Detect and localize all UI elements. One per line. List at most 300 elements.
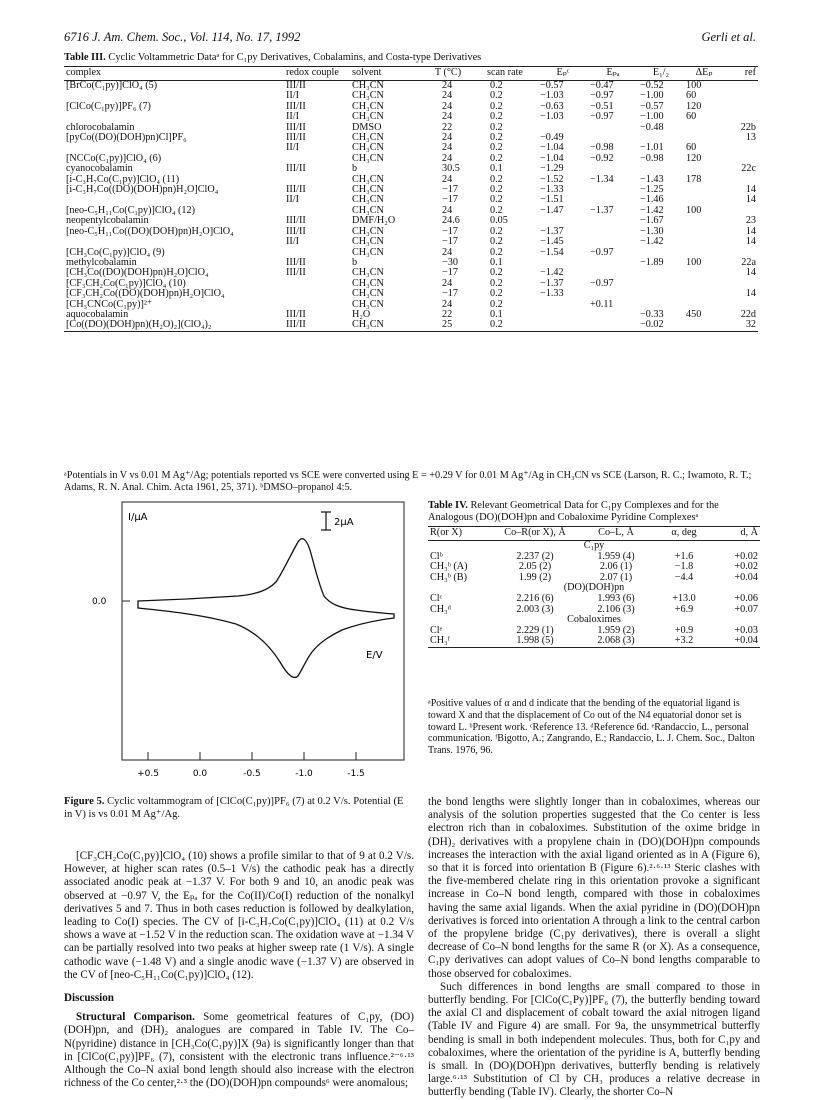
table-cell: III/II bbox=[286, 163, 306, 175]
table4-header-row bbox=[428, 527, 760, 541]
table-cell: CH₃CN bbox=[352, 246, 384, 258]
table-cell: II/I bbox=[286, 142, 300, 154]
table-cell: CH₃ᵇ (B) bbox=[430, 571, 467, 583]
table-cell: 0.1 bbox=[490, 163, 503, 175]
table-cell bbox=[684, 320, 724, 331]
table-cell bbox=[588, 237, 638, 247]
table-cell: III/II bbox=[286, 267, 306, 279]
x-axis-ticks bbox=[137, 752, 365, 779]
table-cell: −1.04 bbox=[540, 152, 564, 164]
table-cell: +0.04 bbox=[714, 636, 760, 647]
table-cell: −1.43 bbox=[640, 173, 664, 185]
table4-column-header: α, deg bbox=[654, 527, 714, 541]
table-cell: 24 bbox=[442, 246, 453, 258]
table-cell: III/II bbox=[286, 121, 306, 133]
table4-caption bbox=[428, 500, 760, 524]
table-cell: [ClCo(C₁py)]PF₆ (7) bbox=[66, 100, 151, 112]
table-row bbox=[428, 626, 760, 637]
table-cell: −1.29 bbox=[540, 163, 564, 175]
left-column-text bbox=[64, 850, 414, 1090]
table-cell bbox=[538, 310, 588, 320]
table-row bbox=[428, 552, 760, 563]
table-cell: +0.02 bbox=[734, 550, 758, 562]
table-cell: CH₃CN bbox=[352, 288, 384, 300]
table-cell: 0.05 bbox=[490, 215, 508, 227]
table-cell bbox=[538, 320, 588, 331]
scale-label: 2μA bbox=[334, 517, 354, 528]
table-cell: Clᵇ bbox=[430, 550, 443, 562]
table-cell: [i-C₃H₇Co((DO)(DOH)pn)H₂O]ClO₄ bbox=[66, 184, 219, 196]
table-cell: −4.4 bbox=[674, 571, 694, 583]
table4-caption-text: Relevant Geometrical Data for C₁py Complexes and for the Analogous (DO)(DOH)pn and Cobaloxime Pyridine Complexesᵃ bbox=[428, 500, 719, 523]
table-cell: 0.2 bbox=[490, 288, 503, 300]
table3-caption bbox=[64, 52, 760, 63]
table-cell: 22b bbox=[740, 121, 756, 133]
table4-column-header: R(or X) bbox=[428, 527, 492, 541]
table-cell: −17 bbox=[442, 267, 458, 279]
table-cell: 24 bbox=[442, 100, 453, 112]
table-cell: −1.42 bbox=[540, 267, 564, 279]
table-cell: 0.2 bbox=[490, 152, 503, 164]
table-cell: +0.07 bbox=[734, 603, 758, 615]
table3-column-header: E₁/₂ bbox=[638, 67, 684, 81]
table-cell: 14 bbox=[745, 267, 756, 279]
table-cell: −0.57 bbox=[540, 80, 564, 91]
table-cell: 14 bbox=[745, 184, 756, 196]
table-cell: II/I bbox=[286, 90, 300, 102]
table-group-row bbox=[428, 583, 760, 594]
table3-column-header: solvent bbox=[350, 67, 424, 81]
table3-label: Table III. bbox=[64, 52, 106, 63]
table-cell: 2.06 (1) bbox=[599, 561, 633, 573]
table-cell: 24.6 bbox=[442, 215, 460, 227]
table-cell: 0.2 bbox=[490, 142, 503, 154]
running-header bbox=[64, 30, 756, 46]
table-cell: [NCCo(C₁py)]ClO₄ (6) bbox=[66, 152, 162, 164]
table-cell: methylcobalamin bbox=[66, 256, 137, 268]
table-cell: 120 bbox=[686, 152, 702, 164]
right-column-text bbox=[428, 796, 760, 1100]
paragraph: Such differences in bond lengths are small compared to those in butterfly bending. For [ClCo(C₁Py)]PF₆ (7), the butterfly bending toward the axial Cl and displacement of cobalt toward the axial nitrogen ligand (Table IV and Figure 4) are small. For 9a, the unsymmetrical butterfly bending is small in both independent molecules. Thus, both for C₁py and cobaloximes, where the orientation of the pyridine is A, butterfly bending is small. In (DO)(DOH)pn derivatives, butterfly bending is relatively large.⁶·¹³ Substitution of Cl by CH₃ produces a relative decrease in butterfly bending (Table IV). Clearly, the shorter Co–N bbox=[428, 980, 760, 1099]
table-cell: 1.993 (6) bbox=[597, 592, 635, 604]
table-cell bbox=[588, 289, 638, 299]
table-cell: −1.37 bbox=[540, 277, 564, 289]
table-cell: −1.37 bbox=[540, 225, 564, 237]
table-cell: [neo-C₅H₁₁Co((DO)(DOH)pn)H₂O]ClO₄ bbox=[66, 225, 234, 237]
table-cell: −1.33 bbox=[540, 288, 564, 300]
table-cell: Clᶜ bbox=[430, 592, 443, 604]
table-cell: −1.42 bbox=[640, 236, 664, 248]
table-cell: 0.2 bbox=[490, 80, 503, 91]
table-cell: −0.49 bbox=[540, 132, 564, 144]
table-group-row bbox=[428, 541, 760, 552]
table-cell: 100 bbox=[686, 204, 702, 216]
table-cell: 0.2 bbox=[490, 100, 503, 112]
table-cell: 120 bbox=[686, 100, 702, 112]
table-cell: 1.959 (4) bbox=[597, 550, 635, 562]
table-cell: 30.5 bbox=[442, 163, 460, 175]
table-cell: −0.92 bbox=[590, 152, 614, 164]
x-tick-label: +0.5 bbox=[137, 769, 159, 779]
table-cell: 14 bbox=[745, 288, 756, 300]
table-cell: −0.98 bbox=[590, 142, 614, 154]
table-cell bbox=[638, 279, 684, 289]
table-cell: 0.1 bbox=[490, 308, 503, 320]
table-cell: 24 bbox=[442, 173, 453, 185]
table-cell: 22c bbox=[741, 163, 756, 175]
table-cell: 23 bbox=[745, 215, 756, 227]
table-cell: [CF₃CH₂Co((DO)(DOH)pn)H₂O]ClO₄ bbox=[66, 288, 225, 300]
table-cell: 24 bbox=[442, 204, 453, 216]
table-cell: 0.2 bbox=[490, 277, 503, 289]
table-group-label: C₁py bbox=[583, 540, 605, 551]
table-cell: 14 bbox=[745, 194, 756, 206]
table-cell: −1.34 bbox=[590, 173, 614, 185]
table-cell: 24 bbox=[442, 80, 453, 91]
table-cell: −17 bbox=[442, 194, 458, 206]
table4-column-header: Co–R(or X), Å bbox=[492, 527, 578, 541]
table-cell: −0.48 bbox=[640, 121, 664, 133]
table-cell: −1.47 bbox=[540, 204, 564, 216]
table-cell: 0.2 bbox=[490, 132, 503, 144]
table-cell bbox=[638, 289, 684, 299]
table-cell: −1.30 bbox=[640, 225, 664, 237]
table-cell: −0.97 bbox=[590, 277, 614, 289]
table-cell: CH₃CN bbox=[350, 320, 424, 331]
table3-column-header: ref bbox=[724, 67, 758, 81]
table-cell: −1.45 bbox=[540, 236, 564, 248]
table-cell: −0.97 bbox=[590, 246, 614, 258]
table-cell: Clᵉ bbox=[430, 624, 443, 636]
table-cell: [i-C₃H₇Co(C₁py)]ClO₄ (11) bbox=[66, 173, 180, 185]
table-cell: CH₃ᶠ bbox=[428, 636, 492, 647]
table-cell: 60 bbox=[686, 142, 697, 154]
table-cell: CH₃CN bbox=[352, 80, 384, 91]
table-cell: 0.2 bbox=[490, 111, 503, 123]
table-cell: [Co((DO)(DOH)pn)(H₂O)₂](ClO₄)₂ bbox=[64, 320, 284, 331]
table-cell: CH₃CN bbox=[352, 100, 384, 112]
table-cell: −1.52 bbox=[540, 173, 564, 185]
table-cell: CH₃CN bbox=[352, 236, 384, 248]
table-cell bbox=[684, 216, 724, 226]
x-tick-label: -0.5 bbox=[243, 769, 261, 779]
table-cell bbox=[724, 91, 758, 101]
table-cell: −1.03 bbox=[540, 90, 564, 102]
table-cell: −1.33 bbox=[540, 184, 564, 196]
table-cell: −1.00 bbox=[640, 90, 664, 102]
table3-column-header: T (°C) bbox=[424, 67, 472, 81]
table3-column-header: redox couple bbox=[284, 67, 350, 81]
table3 bbox=[64, 66, 758, 332]
table-cell bbox=[284, 289, 350, 299]
table3-caption-text: Cyclic Voltammetric Dataᵃ for C₁py Derivatives, Cobalamins, and Costa-type Derivatives bbox=[108, 52, 482, 63]
table-cell: +0.02 bbox=[734, 561, 758, 573]
table-cell: CH₃CN bbox=[352, 225, 384, 237]
table-row bbox=[428, 594, 760, 605]
table-cell: −1.37 bbox=[590, 204, 614, 216]
table-cell: −1.42 bbox=[640, 204, 664, 216]
table-cell: 0.2 bbox=[490, 173, 503, 185]
table-cell: −0.47 bbox=[590, 80, 614, 91]
table-cell: −1.03 bbox=[540, 111, 564, 123]
table-cell: 178 bbox=[686, 173, 702, 185]
table-cell: −17 bbox=[442, 236, 458, 248]
table-cell bbox=[684, 185, 724, 195]
table-cell: CH₃CN bbox=[352, 142, 384, 154]
table-cell: 1.998 (5) bbox=[492, 636, 578, 647]
table3-column-header: ΔEₚ bbox=[684, 67, 724, 81]
table-cell: −17 bbox=[442, 288, 458, 300]
table-cell: 0.2 bbox=[472, 320, 538, 331]
table-cell: III/II bbox=[286, 132, 306, 144]
table-cell bbox=[724, 143, 758, 153]
table-cell bbox=[588, 216, 638, 226]
table-cell: +13.0 bbox=[672, 592, 696, 604]
table-cell: −1.01 bbox=[640, 142, 664, 154]
x-tick-label: -1.5 bbox=[347, 769, 365, 779]
table-cell: −0.98 bbox=[640, 152, 664, 164]
table4-column-header: Co–L, Å bbox=[578, 527, 654, 541]
table-cell: −1.67 bbox=[640, 215, 664, 227]
table-cell: 24 bbox=[442, 277, 453, 289]
table-cell: 22 bbox=[442, 121, 453, 133]
table-cell: −1.00 bbox=[640, 111, 664, 123]
table-cell: −0.33 bbox=[640, 308, 664, 320]
table-cell: [BrCo(C₁py)]ClO₄ (5) bbox=[66, 80, 158, 91]
table-cell bbox=[684, 268, 724, 278]
table-cell: 24 bbox=[442, 152, 453, 164]
table3-column-header: Eₚᶜ bbox=[538, 67, 588, 81]
table-cell bbox=[684, 227, 724, 237]
table-cell: −0.57 bbox=[640, 100, 664, 112]
paragraph bbox=[64, 1011, 414, 1090]
table-row bbox=[64, 320, 758, 331]
table-cell bbox=[588, 123, 638, 133]
journal-citation: 6716 J. Am. Chem. Soc., Vol. 114, No. 17, 1992 bbox=[64, 30, 301, 44]
table-cell: III/II bbox=[286, 215, 306, 227]
table-row bbox=[64, 237, 758, 247]
table-cell: +0.9 bbox=[674, 624, 694, 636]
table3-header-row bbox=[64, 67, 758, 81]
table-cell: cyanocobalamin bbox=[66, 163, 133, 175]
table-cell: 60 bbox=[686, 90, 697, 102]
cv-trace bbox=[138, 539, 394, 678]
table-cell: II/I bbox=[286, 111, 300, 123]
table-cell: CH₃CN bbox=[352, 152, 384, 164]
table-cell: −1.25 bbox=[640, 184, 664, 196]
table-cell: −0.97 bbox=[590, 90, 614, 102]
table-cell: +3.2 bbox=[654, 636, 714, 647]
table-cell: [CH₃Co((DO)(DOH)pn)H₂O]ClO₄ bbox=[66, 267, 209, 279]
table-cell: III/II bbox=[286, 100, 306, 112]
table-cell: −0.63 bbox=[540, 100, 564, 112]
paragraph: the bond lengths were slightly longer than in cobaloximes, whereas our analysis of the solution properties suggested that the Co center is less electron rich than in cobaloximes. Substitution of the oxime bridge in (DH)₂ derivatives with a propylene chain in (DO)(DOH)pn compounds increases the interaction with the axial ligand oriented as in A (Figure 6), so that it is forced into orientation B (Figure 6).²·⁶·¹³ Steric clashes with the five-membered chelate ring in this orientation provoke a significant increase in Co–N bond length, compared with those in cobaloximes having the same axial ligands. When the axial pyridine in (DO)(DOH)pn derivatives is forced into orientation A through a link to the central carbon of the propylene bridge (C₁py derivatives), there is overall a slight decrease of Co–N bond lengths for the same R (or X). As a consequence, C₁py derivatives can adopt values of Co–N bond lengths comparable to those observed for cobaloximes. bbox=[428, 796, 760, 980]
table-cell: III/II bbox=[284, 320, 350, 331]
table-cell: 0.2 bbox=[490, 236, 503, 248]
authors: Gerli et al. bbox=[701, 30, 756, 44]
table-cell: 2.216 (6) bbox=[516, 592, 554, 604]
table-cell: +6.9 bbox=[674, 603, 694, 615]
paragraph: [CF₃CH₂Co(C₁py)]ClO₄ (10) shows a profile similar to that of 9 at 0.2 V/s. However, at higher scan rates (0.5–1 V/s) the cathodic peak has a directly associated anodic peak at −1.37 V. For both 9 and 10, an anodic peak was observed at −0.97 V, the Eₚₐ for the Co(II)/Co(I) reduction of the nonalkyl derivatives 5 and 7. Thus in both cases reduction is followed by dealkylation, leading to Co(I) species. The CV of [i-C₃H₇Co(C₁py)]ClO₄ (11) at 0.2 V/s shows a wave at −1.52 V in the reduction scan. The oxidation wave at −1.34 V can be partially resolved into two peaks at higher sweep rate (1 V/s). A single cathodic wave (−1.48 V) and a single anodic wave (−1.37 V) are observed in the CV of [neo-C₅H₁₁Co(C₁py)]ClO₄ (12). bbox=[64, 850, 414, 981]
table-cell bbox=[684, 279, 724, 289]
table-cell: 25 bbox=[424, 320, 472, 331]
table-cell: CH₃ᵇ (A) bbox=[430, 561, 468, 573]
table-cell: 14 bbox=[745, 225, 756, 237]
table-cell: III/II bbox=[286, 256, 306, 268]
table-cell: II/I bbox=[286, 236, 300, 248]
table-cell: CH₃CN bbox=[352, 90, 384, 102]
table-cell: 100 bbox=[686, 80, 702, 91]
table-cell: DMSO bbox=[352, 121, 382, 133]
table-cell: 2.106 (3) bbox=[597, 603, 635, 615]
table-cell: 14 bbox=[745, 236, 756, 248]
table-cell: CH₃CN bbox=[352, 173, 384, 185]
table-cell: CH₃CN bbox=[352, 298, 384, 310]
table-cell bbox=[724, 81, 758, 92]
table-cell: [pyCo((DO)(DOH)pn)Cl]PF₆ bbox=[66, 132, 187, 144]
table4 bbox=[428, 526, 760, 648]
table-cell: chlorocobalamin bbox=[66, 121, 135, 133]
y-axis-label: I/μA bbox=[128, 512, 148, 523]
table-cell: 24 bbox=[442, 111, 453, 123]
table-cell: CH₃ᵈ bbox=[430, 603, 451, 615]
table-cell: CH₃CN bbox=[352, 194, 384, 206]
table-cell: 24 bbox=[442, 298, 453, 310]
table-cell: 22d bbox=[740, 308, 756, 320]
table-cell: 100 bbox=[686, 256, 702, 268]
table-cell bbox=[588, 320, 638, 331]
table-cell: −1.8 bbox=[674, 561, 694, 573]
table-cell: 2.229 (1) bbox=[516, 624, 554, 636]
table-cell: 24 bbox=[442, 90, 453, 102]
table-cell: 2.237 (2) bbox=[516, 550, 554, 562]
table-cell: 1.959 (2) bbox=[597, 624, 635, 636]
table-cell bbox=[588, 258, 638, 268]
table-group-row bbox=[428, 615, 760, 626]
table4-label: Table IV. bbox=[428, 500, 468, 511]
table-cell: CH₃CN bbox=[352, 267, 384, 279]
table-cell: −1.04 bbox=[540, 142, 564, 154]
table-cell: [neo-C₅H₁₁Co(C₁py)]ClO₄ (12) bbox=[66, 204, 195, 216]
table-cell: aquocobalamin bbox=[66, 308, 129, 320]
plot-frame bbox=[122, 502, 404, 760]
table-row bbox=[64, 154, 758, 164]
x-axis-label: E/V bbox=[366, 650, 383, 661]
table-cell: +1.6 bbox=[674, 550, 694, 562]
table-cell: −0.97 bbox=[590, 111, 614, 123]
table-cell: −17 bbox=[442, 225, 458, 237]
table-cell: 32 bbox=[724, 320, 758, 331]
table-cell: 0.2 bbox=[490, 225, 503, 237]
table-cell: 24 bbox=[442, 142, 453, 154]
table-cell bbox=[588, 227, 638, 237]
table-row bbox=[428, 562, 760, 573]
table-cell: H₂O bbox=[352, 308, 371, 320]
table-cell: CH₃CN bbox=[352, 184, 384, 196]
table-cell: CH₃CN bbox=[352, 132, 384, 144]
table-cell: II/I bbox=[286, 194, 300, 206]
table-cell: −17 bbox=[442, 184, 458, 196]
table-cell: b bbox=[352, 163, 358, 175]
table-cell: −1.46 bbox=[640, 194, 664, 206]
table-cell: 24 bbox=[442, 132, 453, 144]
table-cell: III/II bbox=[286, 225, 306, 237]
zero-label: 0.0 bbox=[92, 597, 107, 607]
section-heading: Discussion bbox=[64, 992, 114, 1005]
table-cell: 2.05 (2) bbox=[518, 561, 552, 573]
table-cell bbox=[588, 310, 638, 320]
table-cell bbox=[684, 237, 724, 247]
table-cell: CH₃CN bbox=[352, 204, 384, 216]
table3-footnote: ᵃPotentials in V vs 0.01 M Ag⁺/Ag; potentials reported vs SCE were converted using E = +0.29 V for 0.01 M Ag⁺/Ag in CH₃CN vs SCE (Larson, R. C.; Iwamoto, R. T.; Adams, R. N. Anal. Chim. Acta 1961, 25, 371). ᵇDMSO–propanol 4:5. bbox=[64, 470, 752, 493]
table-cell: 0.2 bbox=[490, 204, 503, 216]
table-cell: −30 bbox=[442, 256, 458, 268]
figure5-plot bbox=[92, 500, 410, 788]
table-cell: 1.99 (2) bbox=[518, 571, 552, 583]
table-cell: 2.003 (3) bbox=[516, 603, 554, 615]
table4-column-header: d, Å bbox=[714, 527, 760, 541]
table-cell bbox=[638, 268, 684, 278]
table4-footnote: ᵃPositive values of α and d indicate that the bending of the equatorial ligand is toward X and that the displacement of Co out of the N4 equatorial donor set is toward L. ᵇPresent work. ᶜReference 13. ᵈReference 6d. ᵉRandaccio, L., personal communication. ᶠBigotto, A.; Zangrando, E.; Randaccio, L. J. Chem. Soc., Dalton Trans. 1976, 96. bbox=[428, 698, 755, 757]
table-row bbox=[428, 636, 760, 647]
table-cell: +0.06 bbox=[734, 592, 758, 604]
table-cell: [CH₃CNCo(C₁py)]²⁺ bbox=[66, 298, 153, 310]
paragraph-lead: Structural Comparison. bbox=[76, 1011, 195, 1024]
table-cell: −0.02 bbox=[638, 320, 684, 331]
figure5-voltammogram bbox=[92, 500, 410, 788]
table-cell bbox=[684, 123, 724, 133]
table-cell bbox=[538, 300, 588, 310]
table-cell: −1.51 bbox=[540, 194, 564, 206]
table3-column-header: complex bbox=[64, 67, 284, 81]
table-cell: 22 bbox=[442, 308, 453, 320]
table-cell: 0.2 bbox=[490, 246, 503, 258]
table3-column-header: Eₚₐ bbox=[588, 67, 638, 81]
x-tick-label: -1.0 bbox=[295, 769, 313, 779]
table-cell: [CH₃Co(C₁py)]ClO₄ (9) bbox=[66, 246, 165, 258]
x-tick-label: 0.0 bbox=[192, 769, 208, 779]
table-cell bbox=[684, 289, 724, 299]
table-cell: 22a bbox=[741, 256, 756, 268]
table-cell: −1.54 bbox=[540, 246, 564, 258]
table-cell bbox=[64, 237, 284, 247]
table-cell: 0.1 bbox=[490, 256, 503, 268]
table-cell: 13 bbox=[745, 132, 756, 144]
figure5-caption-text: Cyclic voltammogram of [ClCo(C₁py)]PF₆ (7) at 0.2 V/s. Potential (E in V) is vs 0.01 M Ag⁺/Ag. bbox=[64, 796, 404, 820]
table-cell: b bbox=[352, 256, 358, 268]
table-cell: 450 bbox=[686, 308, 702, 320]
table-cell: 0.2 bbox=[490, 298, 503, 310]
table-group-label: Cobaloximes bbox=[567, 614, 621, 626]
table-cell: +0.04 bbox=[734, 571, 758, 583]
table-cell: 0.2 bbox=[490, 184, 503, 196]
paragraph-body: Some geometrical features of C₁py, (DO)(DOH)pn, and (DH)₂ analogues are compared in Table IV. The Co–N(pyridine) distance in [CH₃Co(C₁py)]X (9a) is significantly longer than that in [ClCo(C₁py)]PF₆ (7), consistent with the electronic trans influence.²⁻⁶·¹³ Although the Co–N axial bond length should also increase with the electron richness of the Co center,²·³ the (DO)(DOH)pn compounds⁶ were anomalous; bbox=[64, 1011, 414, 1090]
table-cell: 2.068 (3) bbox=[578, 636, 654, 647]
figure5-label: Figure 5. bbox=[64, 796, 105, 807]
table-cell bbox=[588, 185, 638, 195]
table-cell: III/II bbox=[286, 80, 306, 91]
table-cell: III/II bbox=[286, 308, 306, 320]
table-cell: III/II bbox=[286, 184, 306, 196]
figure5-caption bbox=[64, 796, 414, 821]
table-cell bbox=[724, 102, 758, 112]
table-row bbox=[64, 289, 758, 299]
table-cell: 60 bbox=[686, 111, 697, 123]
table-cell: DMF/H₂O bbox=[352, 215, 396, 227]
table-group-label: (DO)(DOH)pn bbox=[563, 582, 625, 594]
table-cell: −0.52 bbox=[640, 80, 664, 91]
table-cell: 0.2 bbox=[490, 121, 503, 133]
